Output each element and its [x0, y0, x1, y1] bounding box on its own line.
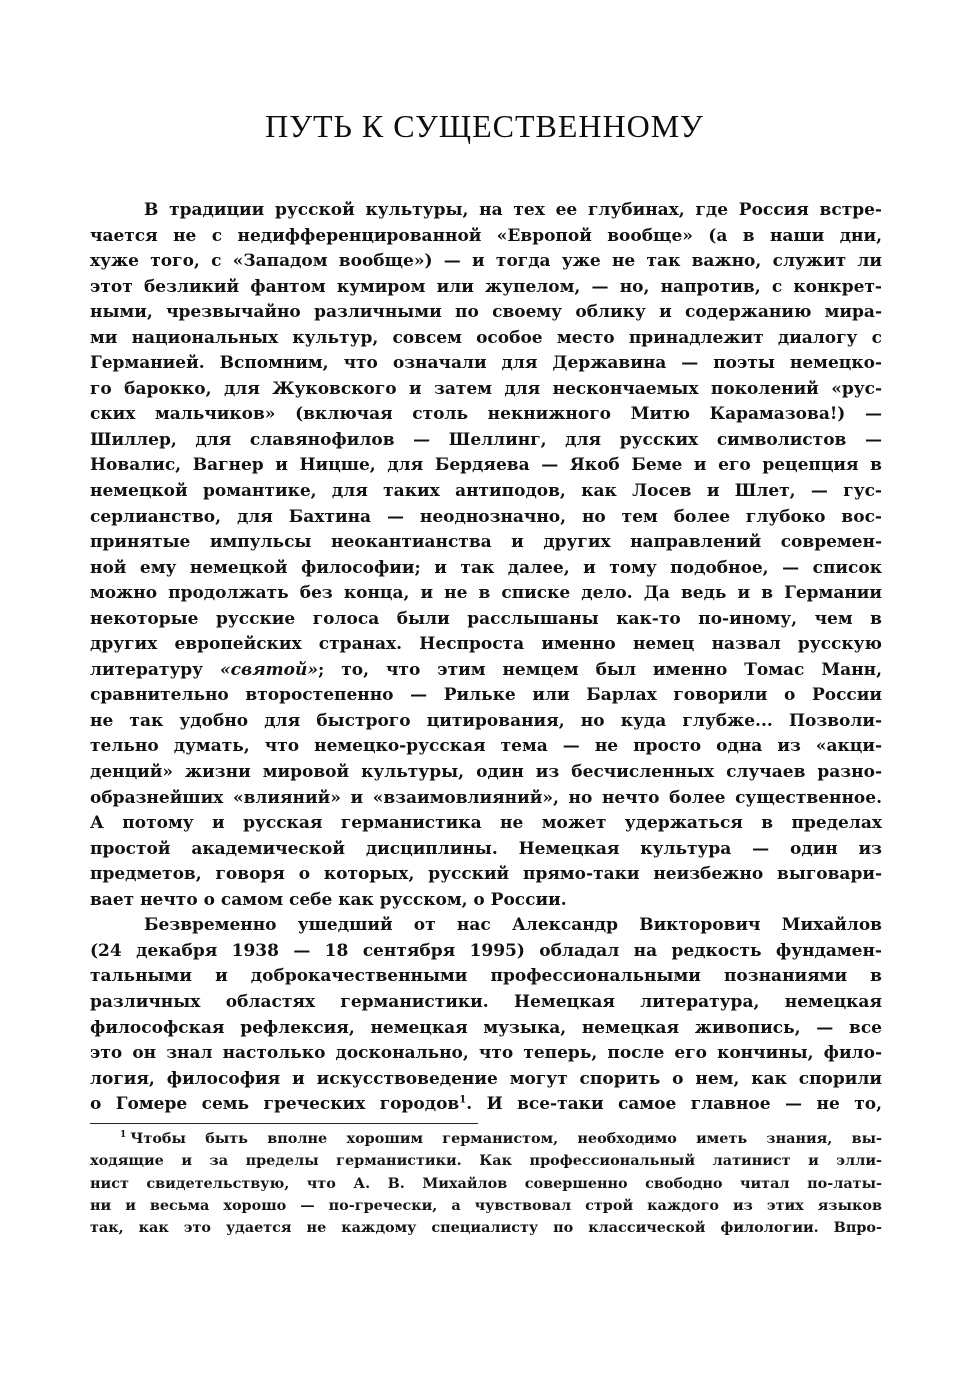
- footnote-line: [90, 1128, 882, 1150]
- text-line: хуже того, с «Западом вообще») — и тогда уже не так важно, служит ли: [90, 251, 882, 272]
- text-line: сравнительно второстепенно — Рильке или Барлах говорили о России: [90, 685, 882, 706]
- footnote-line: ни и весьма хорошо — по-гречески, а чувствовал строй каждого из этих языков: [90, 1196, 882, 1214]
- text-line: Новалис, Вагнер и Ницше, для Бердяева — Якоб Беме и его рецепция в: [90, 455, 882, 476]
- text-line-with-footnote-ref: [90, 1092, 882, 1118]
- text-line: некоторые русские голоса были расслышаны как-то по-иному, чем в: [90, 608, 882, 629]
- footnote-line: так, как это удается не каждому специалисту по классической филологии. Впро-: [90, 1219, 882, 1237]
- footnote: [90, 1128, 882, 1239]
- text-line: Шиллер, для славянофилов — Шеллинг, для русских символистов —: [90, 429, 882, 450]
- footnote-divider: [90, 1123, 478, 1124]
- text-segment: литературу: [90, 659, 220, 680]
- text-line: ми национальных культур, совсем особое место принадлежит диалогу с: [90, 327, 882, 348]
- text-line: простой академической дисциплины. Немецкая культура — один из: [90, 838, 882, 859]
- text-line: денций» жизни мировой культуры, один из бесчисленных случаев разно-: [90, 762, 882, 783]
- text-line: тальными и доброкачественными профессиональными познаниями в: [90, 966, 882, 987]
- text-segment: . И все-таки самое главное — не то,: [466, 1094, 883, 1115]
- footnote-line: ходящие и за пределы германистики. Как профессиональный латинист и элли-: [90, 1152, 882, 1170]
- text-line: В традиции русской культуры, на тех ее глубинах, где Россия встре-: [144, 200, 882, 220]
- text-line: можно продолжать без конца, и не в списке дело. Да ведь и в Германии: [90, 583, 882, 604]
- text-line: этот безликий фантом кумиром или жупелом, — но, напротив, с конкрет-: [90, 276, 882, 297]
- text-line: чается не с недифференцированной «Европой вообще» (а в наши дни,: [90, 225, 882, 246]
- text-line: других европейских странах. Неспроста именно немец назвал русскую: [90, 634, 882, 655]
- footnote-line: нист свидетельствую, что А. В. Михайлов совершенно свободно читал по-латы-: [90, 1174, 882, 1192]
- text-line: образнейших «влияний» и «взаимовлияний», но нечто более существенное.: [90, 787, 882, 808]
- main-text: [90, 198, 882, 1118]
- text-line: Безвременно ушедший от нас Александр Викторович Михайлов: [144, 915, 882, 936]
- italic-term: «святой»: [220, 659, 318, 680]
- text-line: логия, философия и искусствоведение могут спорить о нем, как спорили: [90, 1068, 882, 1089]
- text-line: Германией. Вспомним, что означали для Державина — поэты немецко-: [90, 353, 882, 374]
- text-line: ной ему немецкой философии; и так далее, и тому подобное, — список: [90, 557, 882, 578]
- footnote-marker: 1: [120, 1130, 127, 1141]
- text-line: вает нечто о самом себе как русском, о России.: [90, 889, 567, 910]
- text-line: ских мальчиков» (включая столь некнижного Митю Карамазова!) —: [90, 404, 882, 425]
- text-line: принятые импульсы неокантианства и других направлений современ-: [90, 532, 882, 553]
- text-line: тельно думать, что немецко-русская тема — не просто одна из «акци-: [90, 736, 882, 757]
- text-line: философская рефлексия, немецкая музыка, немецкая живопись, — все: [90, 1017, 882, 1038]
- text-line: (24 декабря 1938 — 18 сентября 1995) обладал на редкость фундамен-: [90, 940, 882, 961]
- footnote-text: Чтобы быть вполне хорошим германистом, необходимо иметь знания, вы-: [130, 1130, 882, 1147]
- chapter-title: ПУТЬ К СУЩЕСТВЕННОМУ: [265, 108, 704, 144]
- text-line: го барокко, для Жуковского и затем для нескончаемых поколений «рус-: [90, 378, 882, 399]
- text-line: А потому и русская германистика не может удержаться в пределах: [90, 813, 882, 834]
- text-segment: о Гомере семь греческих городов: [90, 1094, 460, 1115]
- text-line: немецкой романтике, для таких антиподов, как Лосев и Шлет, — гус-: [90, 481, 882, 502]
- text-line: не так удобно для быстрого цитирования, но куда глубже... Позволи-: [90, 710, 882, 731]
- text-line: серлианство, для Бахтина — неоднозначно, но тем более глубоко вос-: [90, 506, 882, 527]
- text-line: ными, чрезвычайно различными по своему облику и содержанию мира-: [90, 302, 882, 323]
- text-line: это он знал настолько досконально, что теперь, после его кончины, фило-: [90, 1043, 882, 1064]
- text-line: различных областях германистики. Немецкая литература, немецкая: [90, 991, 882, 1012]
- text-segment: ; то, что этим немцем был именно Томас Манн,: [317, 659, 883, 680]
- text-line: предметов, говоря о которых, русский прямо-таки неизбежно выговари-: [90, 864, 882, 885]
- footnote-reference: 1: [459, 1094, 467, 1106]
- text-line-with-italic: [90, 658, 882, 684]
